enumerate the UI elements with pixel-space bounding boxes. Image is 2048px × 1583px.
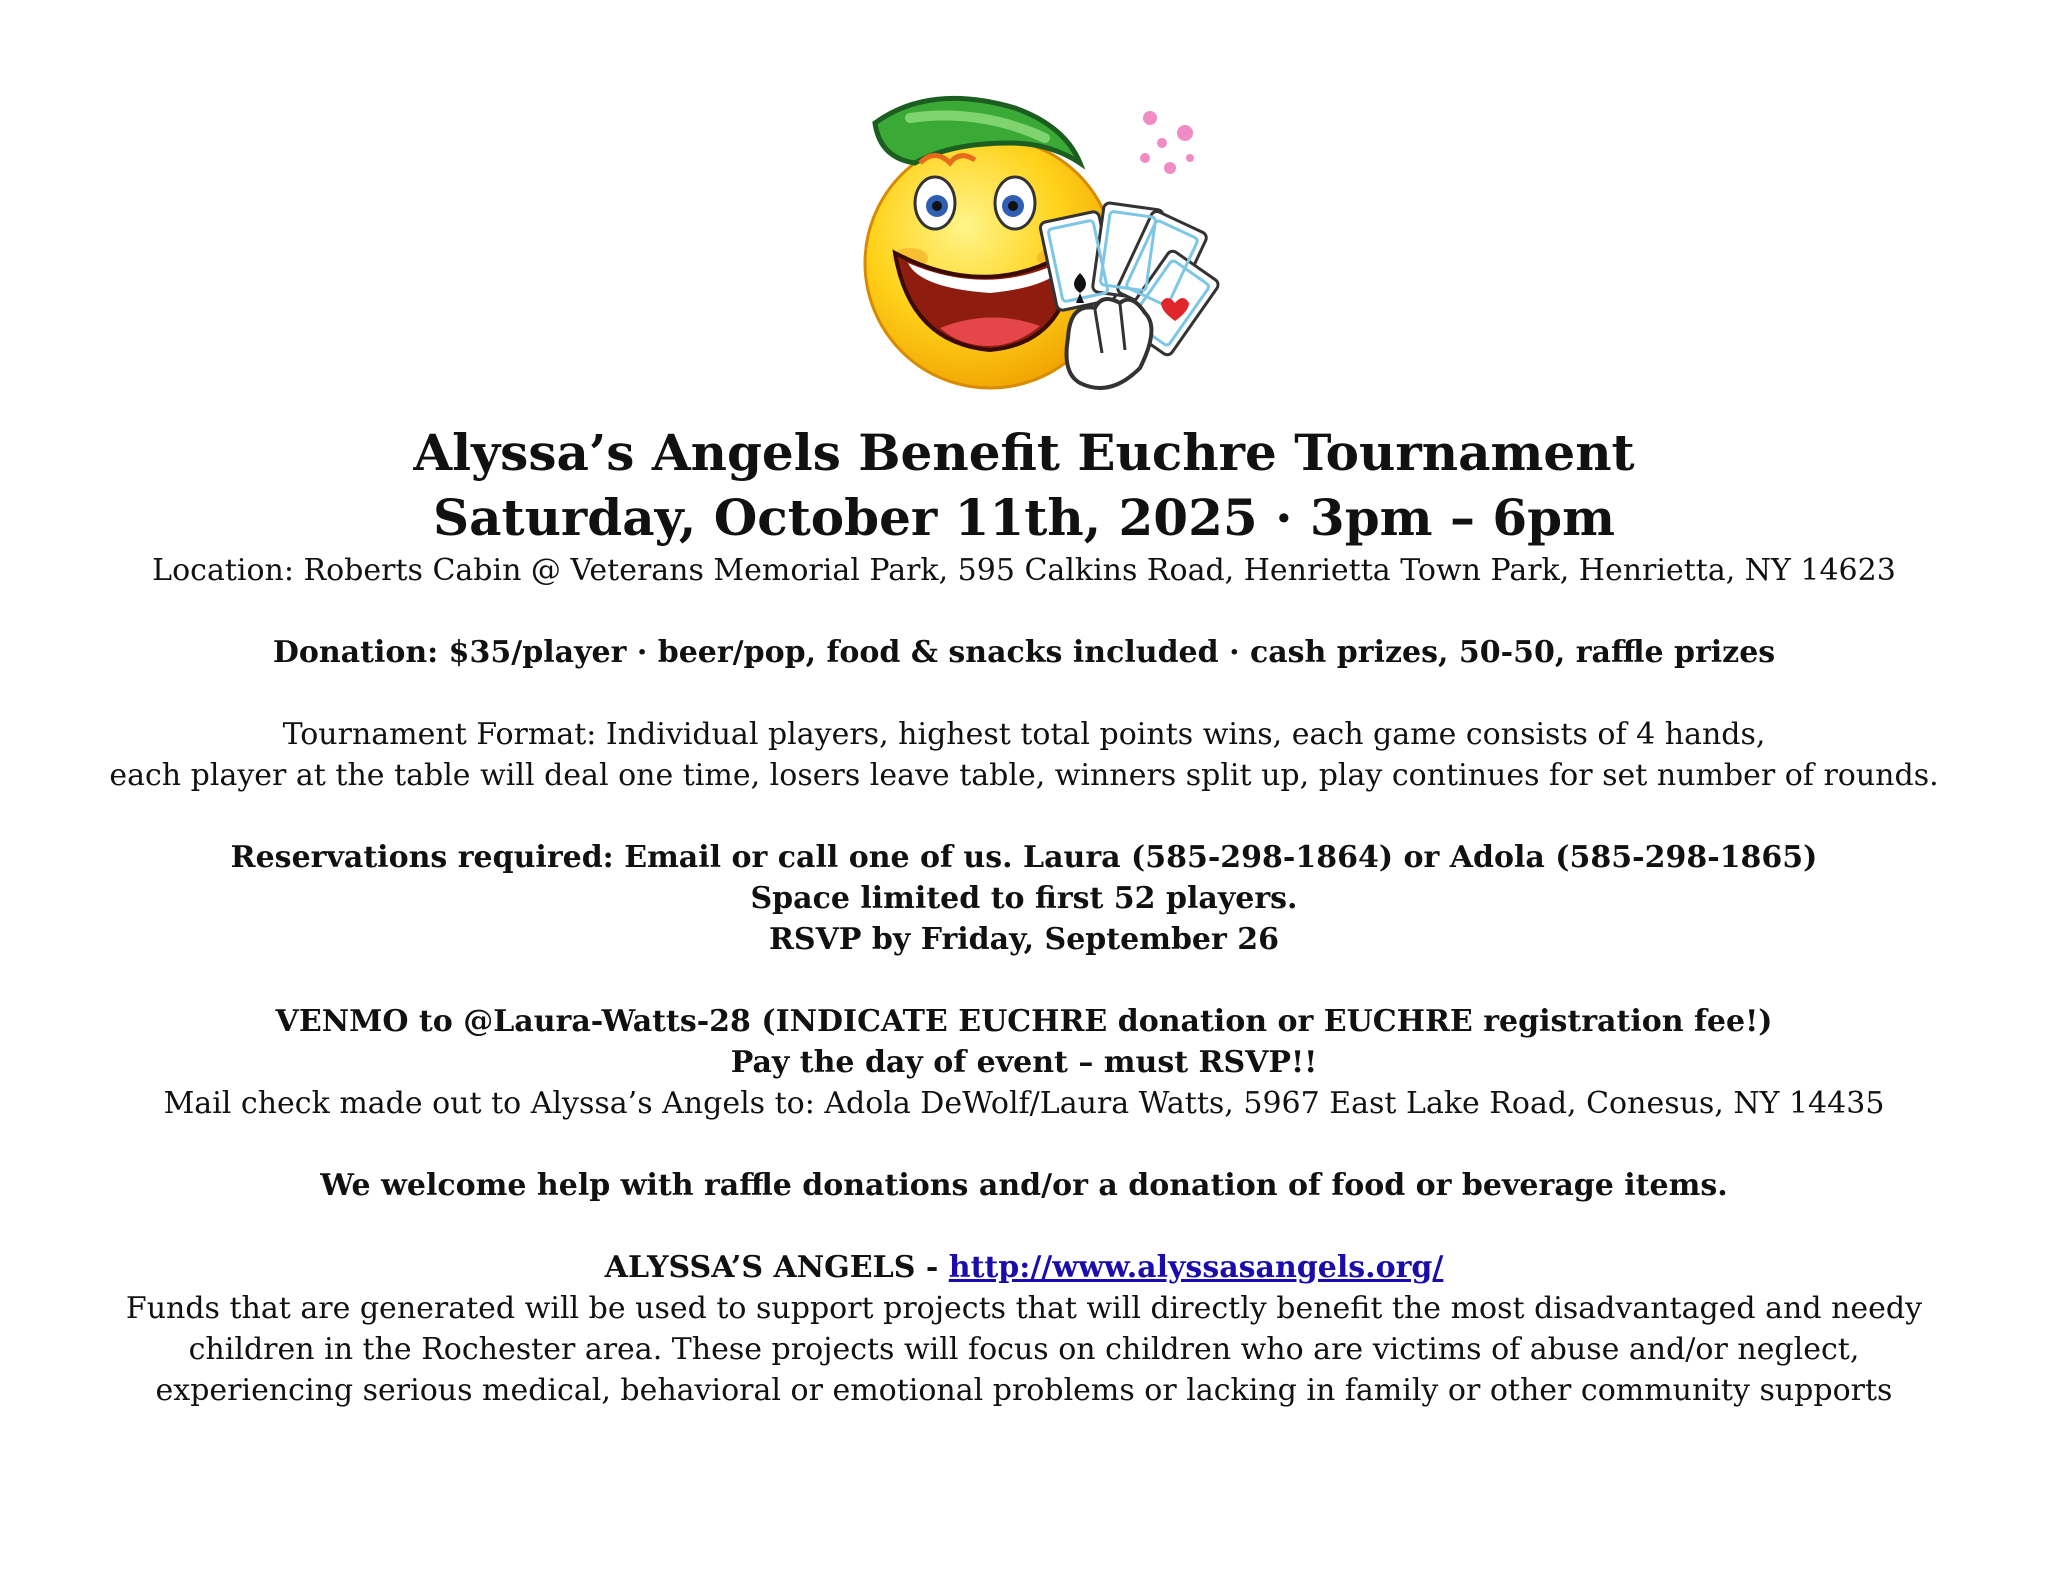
org-description-line-3: experiencing serious medical, behavioral or emotional problems or lacking in family or other community supports	[155, 1373, 1893, 1408]
event-location: Location: Roberts Cabin @ Veterans Memorial Park, 595 Calkins Road, Henrietta Town Park, Henrietta, NY 14623	[152, 553, 1896, 588]
reservations-line-2: Space limited to first 52 players.	[750, 881, 1298, 916]
reservations-line-1: Reservations required: Email or call one of us. Laura (585-298-1864) or Adola (585-298-1865)	[230, 840, 1818, 875]
org-heading	[60, 1247, 1988, 1288]
org-description-line-1: Funds that are generated will be used to support projects that will directly benefit the most disadvantaged and needy	[125, 1291, 1923, 1326]
org-name: ALYSSA’S ANGELS -	[604, 1250, 949, 1285]
format-line-2: each player at the table will deal one time, losers leave table, winners split up, play continues for set number of rounds.	[109, 758, 1939, 793]
smiley-card-player-icon	[840, 88, 1220, 418]
mail-check-info: Mail check made out to Alyssa’s Angels to: Adola DeWolf/Laura Watts, 5967 East Lake Road, Conesus, NY 14435	[163, 1086, 1885, 1121]
org-website-link[interactable]: http://www.alyssasangels.org/	[948, 1250, 1444, 1285]
org-description-line-2: children in the Rochester area. These projects will focus on children who are victims of abuse and/or neglect,	[188, 1332, 1860, 1367]
donation-info: Donation: $35/player · beer/pop, food & snacks included · cash prizes, 50-50, raffle prizes	[272, 635, 1776, 670]
help-request: We welcome help with raffle donations and/or a donation of food or beverage items.	[320, 1168, 1728, 1203]
event-datetime: Saturday, October 11th, 2025 · 3pm – 6pm	[432, 488, 1616, 547]
flyer-content	[60, 420, 1988, 1411]
format-line-1: Tournament Format: Individual players, highest total points wins, each game consists of 4 hands,	[282, 717, 1766, 752]
pay-day-info: Pay the day of event – must RSVP!!	[730, 1045, 1318, 1080]
venmo-info: VENMO to @Laura-Watts-28 (INDICATE EUCHRE donation or EUCHRE registration fee!)	[275, 1004, 1773, 1039]
event-title: Alyssa’s Angels Benefit Euchre Tournament	[413, 423, 1635, 482]
reservations-line-3: RSVP by Friday, September 26	[768, 922, 1280, 957]
